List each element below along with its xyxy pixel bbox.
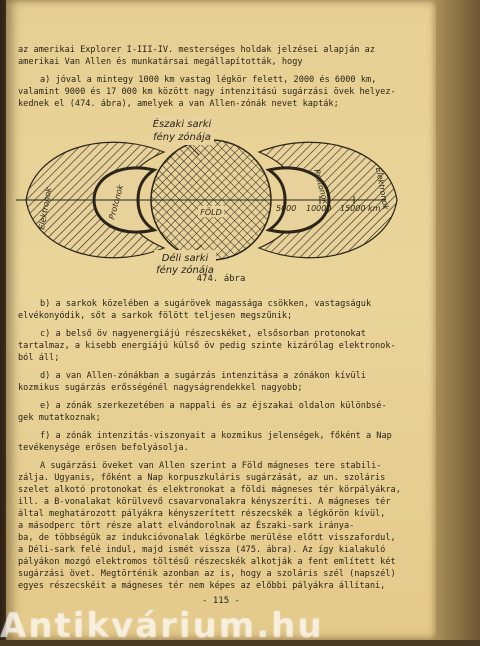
south-aurora-label-2: fény zónája (156, 265, 214, 275)
scale-label-5000: 5000 (276, 204, 297, 213)
electrons-label-right: Elektronok (374, 166, 391, 211)
text-line: b) a sarkok közelében a sugárövek magassága csökken, vastagságuk (40, 299, 372, 309)
earth-label: FÖLD (200, 208, 222, 217)
text-line: kednek el (474. ábra), amelyek a van Allen-zónák nevet kapták; (18, 99, 339, 109)
scale-label-15000: 15000 km (340, 204, 381, 213)
text-line: f) a zónák intenzitás-viszonyait a kozmikus jelenségek, főként a Nap (40, 431, 392, 441)
text-line: c) a belső öv nagyenergiájú részecskéket, elsősorban protonokat (40, 329, 366, 339)
text-line: gek mutatkoznak; (18, 413, 101, 423)
text-line: elvékonyódik, sőt a sarkok fölött teljesen megszűnik; (18, 311, 293, 321)
scale-label-10000: 10000 (306, 204, 332, 213)
text-line: által meghatározott pályákra kényszerített részecskék a légkörön kívül, (18, 509, 386, 519)
text-line: szelet alkotó protonokat és elektronokat a földi mágneses tér körpályákra, (18, 485, 401, 495)
figure-caption: 474. ábra (196, 274, 246, 284)
text-line: tartalmaz, a kisebb energiájú külső öv pedig szinte kizárólag elektronok- (18, 341, 396, 351)
text-line: ból áll; (18, 353, 60, 363)
electrons-label-left: Elektronok (37, 186, 54, 231)
text-line: ba, de többségük az indukcióvonalak légkörbe merülése előtt visszafordul, (18, 533, 396, 543)
text-line: tevékenysége erősen befolyásolja. (18, 443, 189, 453)
text-line: egyes részecskéit a mágneses tér nem képes az előbbi pályákra állítani, (18, 581, 386, 591)
north-aurora-label: Északi sarki (152, 119, 212, 130)
north-aurora-label-2: fény zónája (153, 132, 211, 143)
text-line: a másodperc tört része alatt elvándorolnak az Északi-sark iránya- (18, 521, 355, 531)
text-line: kozmikus sugárzás erősségénél nagyságrendekkel nagyobb; (18, 383, 303, 393)
top-paragraph (18, 44, 426, 110)
text-line: A sugárzási öveket van Allen szerint a Föld mágneses tere stabili- (40, 461, 382, 471)
text-line: zálja. Ugyanis, főként a Nap korpuszkuláris sugárzását, az un. szoláris (18, 473, 386, 483)
text-line: sugárzási övet. Megtörténik azonban az is, hogy a szoláris szél (napszél) (18, 569, 396, 579)
text-line: ill. a B-vonalakat körülvevő csavarvonalakra kényszeríti. A mágneses tér (18, 497, 391, 507)
page-number: - 115 - (202, 596, 240, 606)
text-line: amerikai Van Allen és munkatársai megállapították, hogy (18, 57, 303, 67)
text-line: a Déli-sark felé indul, majd ismét vissza (475. ábra). Az így kialakuló (18, 545, 386, 555)
text-line: a) jóval a mintegy 1000 km vastag légkör felett, 2000 és 6000 km, (40, 75, 377, 85)
book-page (6, 0, 436, 640)
text-line: d) a van Allen-zónákban a sugárzás intenzitása a zónákon kívüli (40, 371, 366, 381)
watermark-logo: Antikvárium.hu (0, 606, 324, 646)
text-line: e) a zónák szerkezetében a nappali és az éjszakai oldalon különbsé- (40, 401, 387, 411)
south-aurora-label: Déli sarki (161, 253, 209, 264)
bottom-paragraphs (18, 298, 426, 592)
protons-label-left: Protonok (107, 183, 126, 221)
van-allen-belt-diagram (14, 110, 414, 275)
text-line: pályákon mozgó elektromos töltésű részecskék alkotják a fent említett két (18, 557, 396, 567)
text-line: az amerikai Explorer I-III-IV. mesterséges holdak jelzései alapján az (18, 45, 375, 55)
protons-label-right: Protonok (312, 168, 330, 205)
text-line: valamint 9000 és 17 000 km között nagy intenzitású sugárzási övek helyez- (18, 87, 396, 97)
